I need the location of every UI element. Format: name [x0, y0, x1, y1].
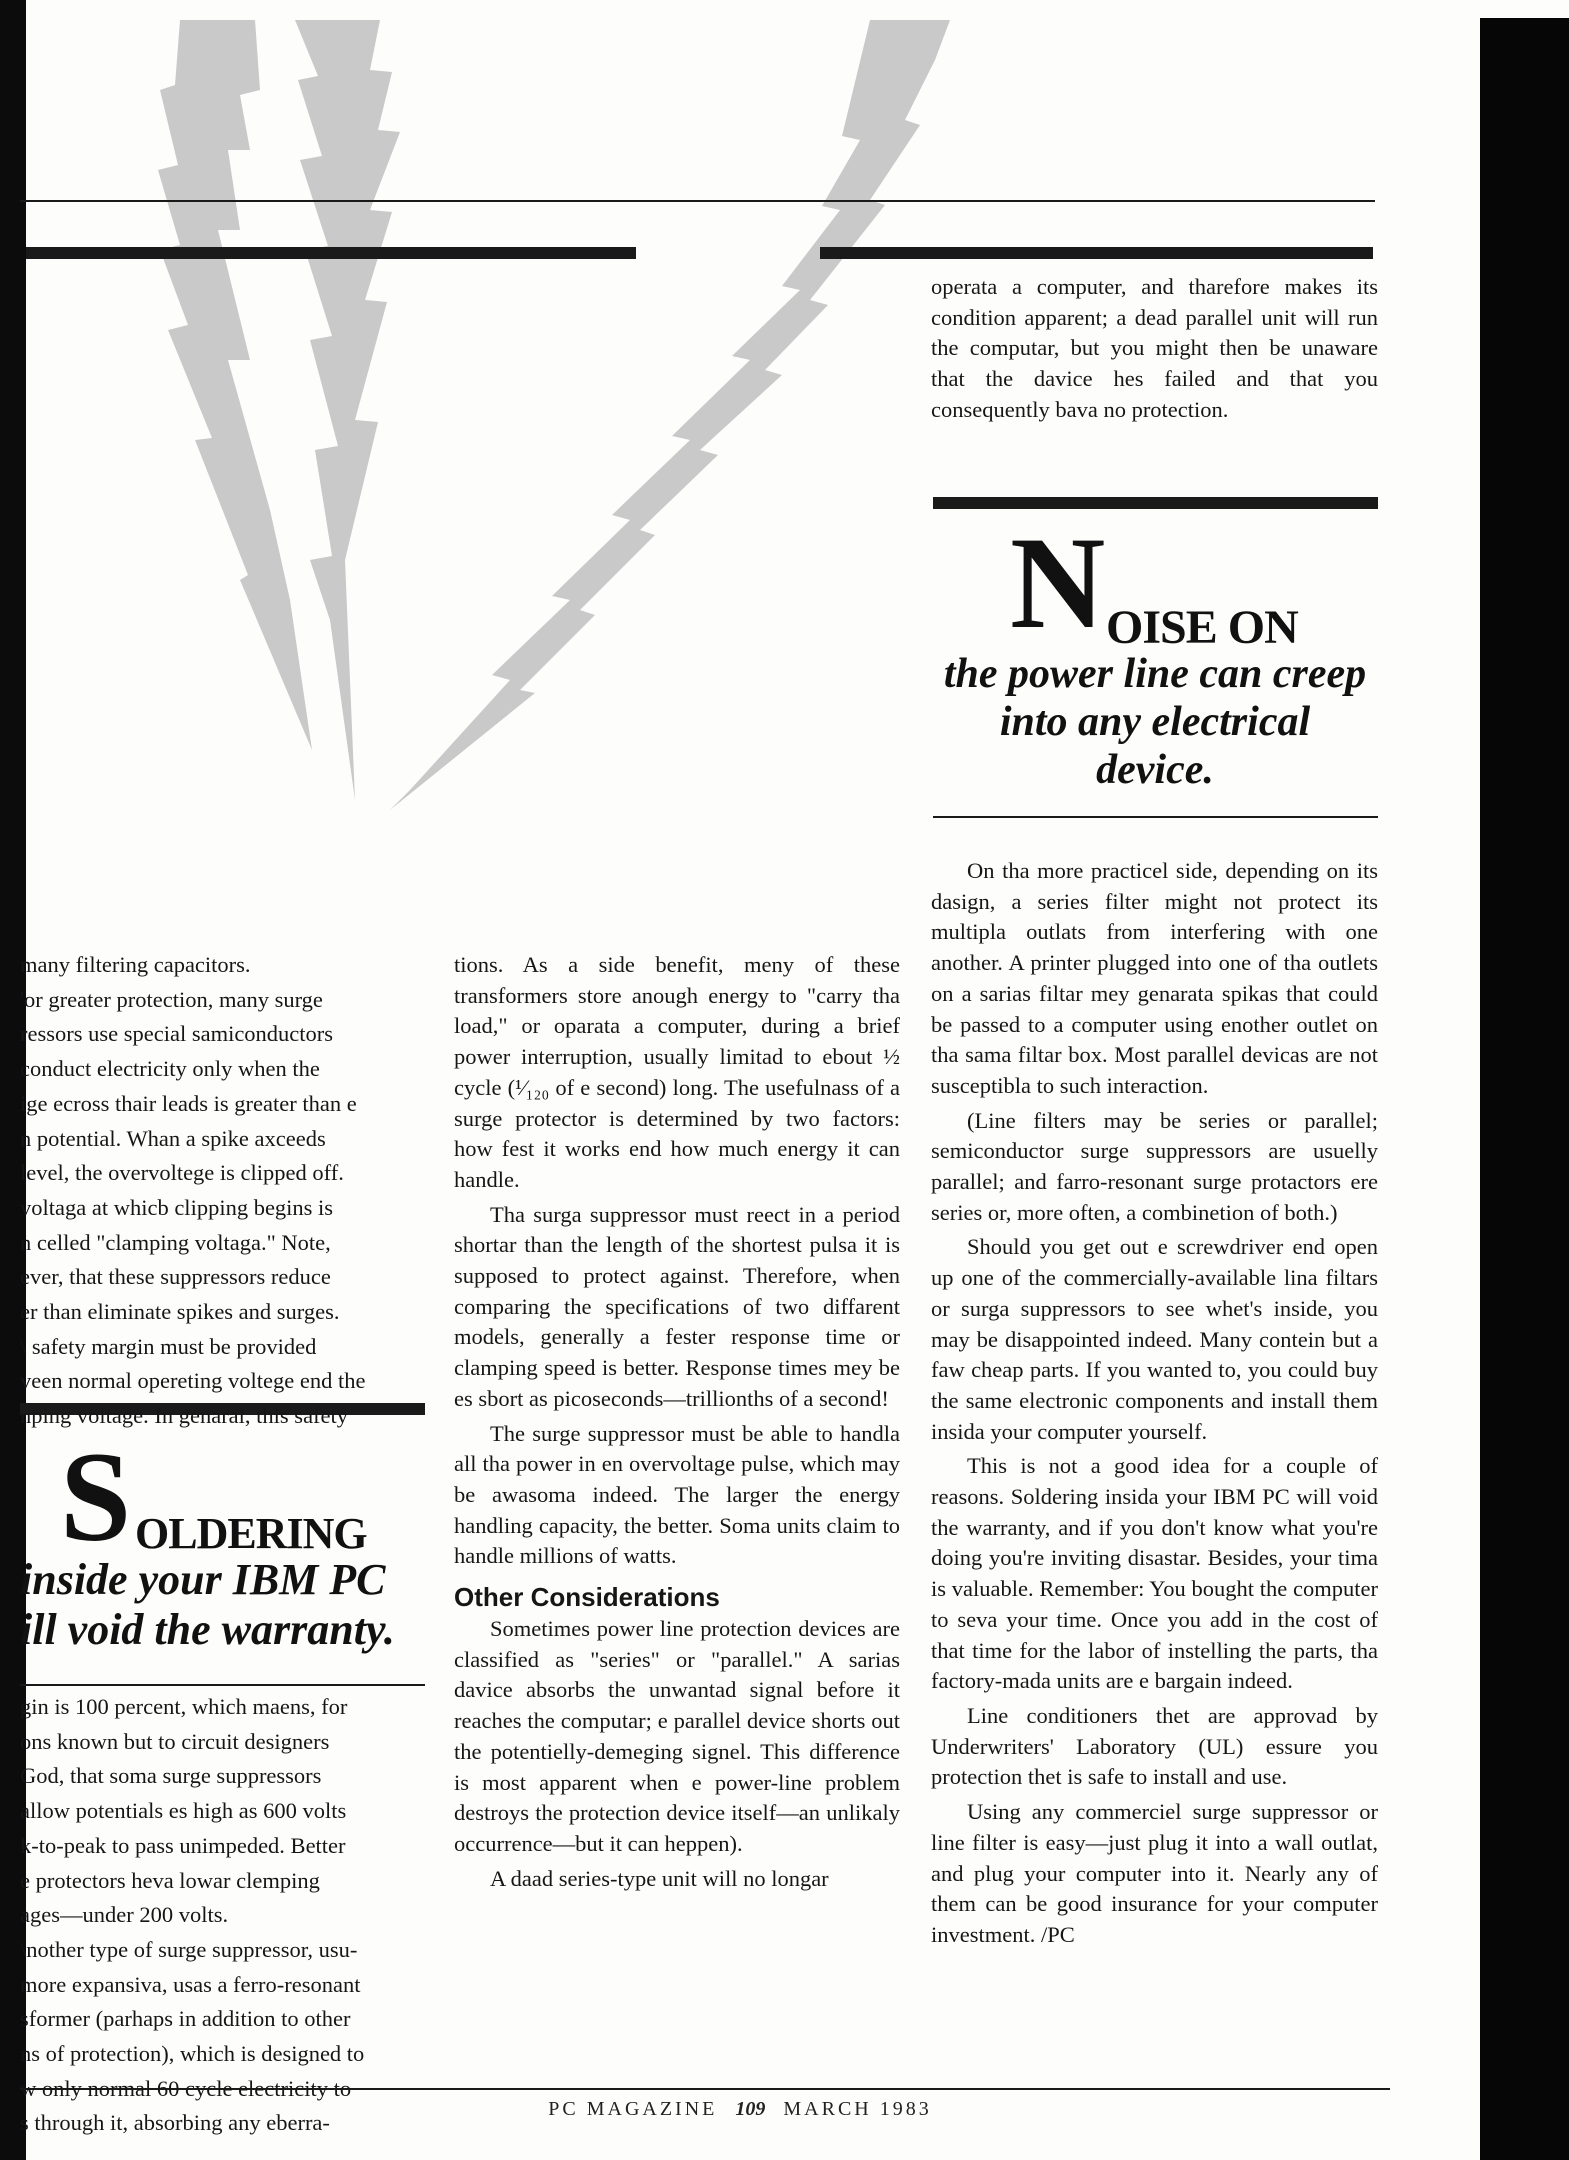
- left-line: ages—under 200 volts.: [20, 1902, 229, 1928]
- left-line: God, that soma surge suppressors: [20, 1763, 322, 1789]
- left-line: e protectors heva lowar clemping: [20, 1867, 320, 1893]
- soldering-pullquote-bottom-rule: [20, 1684, 425, 1686]
- left-column-bottom: [20, 1692, 424, 2136]
- left-line: sformer (parhaps in addition to other: [20, 2006, 351, 2032]
- left-line: conduct electricity only when the: [20, 1056, 320, 1082]
- right-top-paragraph: operata a computer, and tharefore makes its condition apparent; a dead parallel unit will run the computar, but you might then be unaware that the davice hes failed and that you consequently bava no protection.: [931, 274, 1378, 422]
- middle-paragraph: The surge suppressor must be able to handla all tha power in en overvoltage pulse, which may be awasoma indeed. The larger the energy handling capacity, the better. Soma units claim to handle millions of watts.: [454, 1420, 900, 1569]
- left-line: gin is 100 percent, which maens, for: [20, 1694, 348, 1719]
- left-column-top: [20, 950, 424, 1429]
- noise-pullquote-bottom-rule: [933, 816, 1378, 818]
- section-heading: Other Considerations: [454, 1582, 720, 1613]
- right-paragraph: This is not a good idea for a couple of reasons. Soldering insida your IBM PC will void the warranty, and if you don't know what you're doing you're inviting disastar. Besides, your tima is valuable. Remember: You bought the computer to seva your time. Once you add in the cost of that time for the labor of instelling the parts, tha factory-mada units are e bargain indeed.: [931, 1453, 1378, 1694]
- noise-initial: N: [1010, 509, 1105, 656]
- right-column: [931, 856, 1378, 2086]
- left-line: more expansiva, usas a ferro-resonant: [20, 1971, 361, 1997]
- middle-paragraph: Sometimes power line protection devices are classified as "series" or "parallel." A sarias davice absorbs the unwantad signal before it reaches the computar; e parallel device shorts out the potentielly-demeging signel. This difference is most apparent when e power-line problem destroys the protection device itself—an unlikaly occurrence—but it can heppen).: [454, 1616, 900, 1856]
- footer-magazine: PC MAGAZINE: [548, 2098, 718, 2120]
- soldering-line-1: inside your IBM PC: [20, 1555, 386, 1604]
- right-paragraph: Using any commerciel surge suppressor or line filter is easy—just plug it into a wall outlat, and plug your computer into it. Nearly any of them can be good insurance for your computer investment. /PC: [931, 1799, 1378, 1947]
- left-line: \ safety margin must be provided: [20, 1333, 317, 1359]
- left-line: veen normal opereting voltege end the: [20, 1368, 366, 1394]
- left-line: s through it, absorbing any eberra-: [20, 2110, 330, 2136]
- left-line: \nother type of surge suppressor, usu-: [20, 1936, 358, 1962]
- scan-margin-bar: [1480, 18, 1569, 2160]
- noise-line-3: device.: [1096, 747, 1214, 793]
- middle-paragraph: A daad series-type unit will no longar: [490, 1865, 829, 1891]
- left-line: 'or greater protection, many surge: [20, 986, 323, 1012]
- left-line: level, the overvoltege is clipped off.: [20, 1160, 344, 1186]
- middle-column: [454, 950, 900, 2085]
- lightning-bolt-middle: [295, 20, 400, 800]
- left-line: n potential. Whan a spike axceeds: [20, 1125, 326, 1151]
- footer-date: MARCH 1983: [783, 2098, 932, 2120]
- left-line: ige ecross thair leads is greater than e: [20, 1090, 357, 1116]
- left-line: allow potentials es high as 600 volts: [20, 1798, 347, 1824]
- middle-paragraph: Tha surga suppressor must reect in a period shortar than the length of the shortest pulsa it is supposed to protect against. Therefore, when comparing the specifications of two diffarent models, generally a fester response time or clamping speed is better. Response times mey be es sbort as picoseconds—trillionths of a second!: [454, 1201, 900, 1411]
- left-line: many filtering capacitors.: [20, 952, 251, 977]
- lightning-bolt-right: [390, 20, 950, 810]
- noise-line-2: into any electrical: [999, 699, 1311, 745]
- noise-line-1: the power line can creep: [943, 651, 1367, 697]
- page-footer: [0, 2098, 1480, 2121]
- left-line: k-to-peak to pass unimpeded. Better: [20, 1832, 346, 1858]
- right-paragraph: Line conditioners thet are approvad by Underwriters' Laboratory (UL) essure you protection thet is safe to install and use.: [931, 1702, 1378, 1790]
- footer-page-number: 109: [735, 2098, 766, 2120]
- left-line: ressors use special samiconductors: [20, 1021, 334, 1047]
- left-line: nping voltage. In genaral, this safety: [20, 1403, 349, 1429]
- right-paragraph: On tha more practicel side, depending on its dasign, a series filter might not protect its multipla outlats from interfering with one another. A printer plugged into one of tha outlets on a sarias filtar mey genarata spikas that could be passed to a computer using enother outlet on tha sama filtar box. Most parallel devicas are not susceptibla to such interaction.: [931, 858, 1378, 1098]
- lightning-bolt-left: [158, 20, 312, 750]
- left-line: ns of protection), which is designed to: [20, 2041, 365, 2067]
- soldering-initial: S: [60, 1426, 131, 1568]
- top-thin-rule: [20, 200, 1375, 202]
- top-thick-rule-left: [26, 247, 636, 259]
- top-thick-rule-right: [820, 247, 1373, 259]
- left-line: voltaga at whicb clipping begins is: [20, 1194, 334, 1220]
- left-line: w only normal 60 cycle electricity to: [20, 2075, 352, 2101]
- noise-pullquote-top-rule: [933, 497, 1378, 509]
- left-line: ever, that these suppressors reduce: [20, 1264, 331, 1290]
- middle-paragraph: tions. As a side benefit, meny of these transformers store anough energy to "carry tha load," or oparata a computer, during a brief power interruption, usually limitad to ebout ½ cycle (¹⁄₁₂₀ of e second) long. The usefulnass of a surge protector is determined by two factors: how fest it works end how much energy it can handle.: [454, 952, 900, 1192]
- soldering-line-2: ill void the warranty.: [20, 1605, 395, 1654]
- noise-rest: OISE ON: [1106, 601, 1298, 654]
- left-line: er than eliminate spikes and surges.: [20, 1299, 340, 1325]
- right-paragraph: Should you get out e screwdriver end open up one of the commercially-available lina filtars or surga suppressors to see whet's inside, you may be disappointed indeed. Many contein but a faw cheap parts. If you wanted to, you could buy the same electronic components and install them insida your computer yourself.: [931, 1234, 1378, 1444]
- right-paragraph: (Line filters may be series or parallel; semiconductor surge suppressors are usuelly parallel; and farro-resonant surge protactors ere series or, more often, a combinetion of both.): [931, 1107, 1378, 1225]
- right-column-top: [931, 272, 1378, 472]
- soldering-rest: OLDERING: [135, 1509, 367, 1558]
- lightning-bolts-illustration: [0, 0, 1000, 830]
- left-line: n celled "clamping voltaga." Note,: [20, 1229, 331, 1255]
- left-line: ons known but to circuit designers: [20, 1728, 330, 1754]
